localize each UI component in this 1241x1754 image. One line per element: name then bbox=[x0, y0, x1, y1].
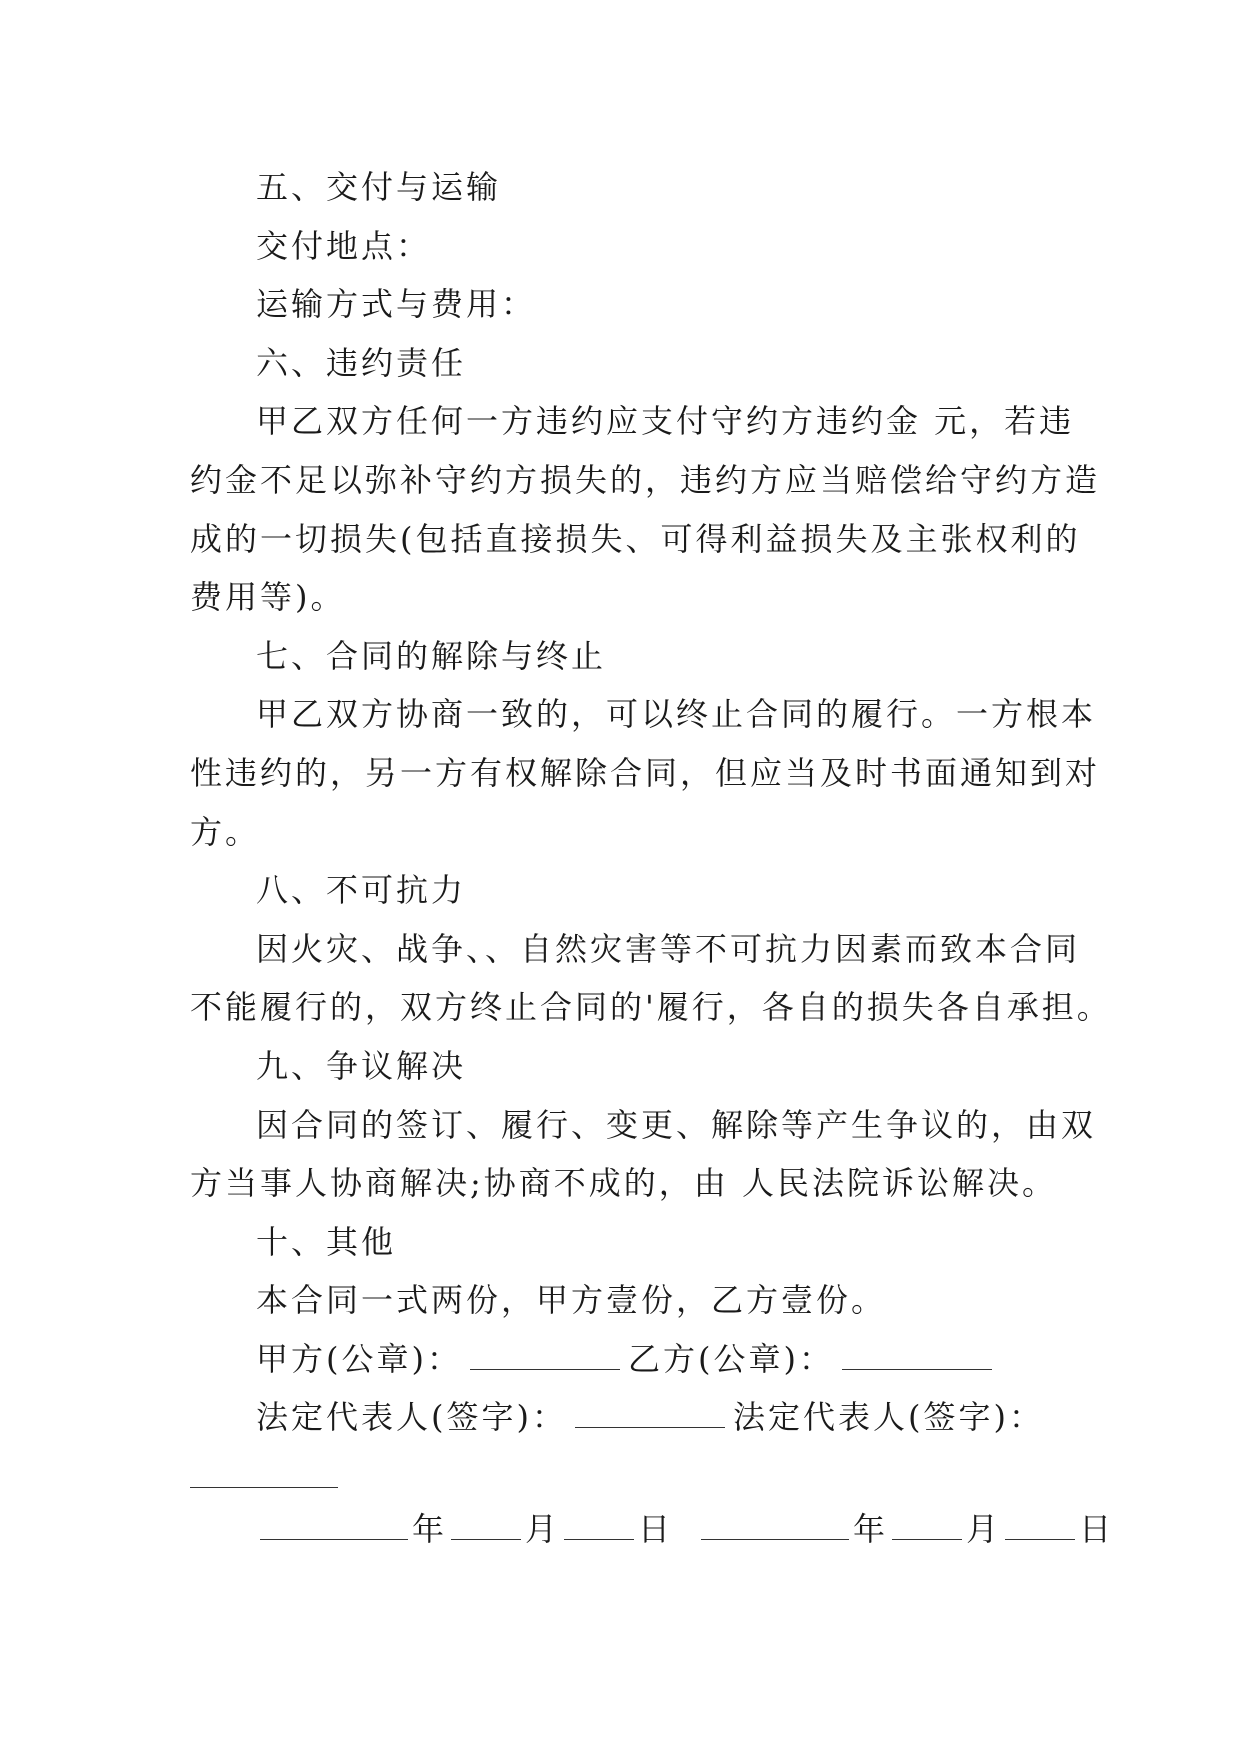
section-heading-breach: 六、违约责任 bbox=[256, 343, 467, 382]
party-a-month-blank bbox=[451, 1521, 521, 1540]
paragraph-line: 性违约的，另一方有权解除合同，但应当及时书面通知到对 bbox=[190, 753, 1101, 792]
transport-method: 运输方式与费用： bbox=[256, 285, 537, 324]
party-a-day-blank bbox=[564, 1521, 634, 1540]
paragraph-line: 约金不足以弥补守约方损失的，违约方应当赔偿给守约方造 bbox=[190, 460, 1101, 499]
paragraph-line: 甲乙双方协商一致的，可以终止合同的履行。一方根本 bbox=[256, 695, 1097, 734]
delivery-location: 交付地点： bbox=[256, 226, 432, 265]
contract-body bbox=[190, 158, 1112, 1447]
paragraph-line: 不能履行的，双方终止合同的'履行，各自的损失各自承担。 bbox=[190, 988, 1112, 1027]
paragraph-line: 费用等)。 bbox=[190, 578, 346, 617]
party-a-seal-label: 甲方(公章)： bbox=[256, 1339, 462, 1378]
party-a-rep-label: 法定代表人(签字)： bbox=[256, 1398, 567, 1437]
party-b-rep-label: 法定代表人(签字)： bbox=[732, 1398, 1044, 1437]
party-b-month-blank bbox=[892, 1521, 962, 1540]
party-b-day-blank bbox=[1005, 1521, 1075, 1540]
party-a-year-blank bbox=[260, 1521, 408, 1540]
party-b-rep-blank bbox=[190, 1487, 338, 1488]
party-a-seal-blank bbox=[470, 1351, 620, 1370]
month-label: 月 bbox=[525, 1510, 561, 1548]
section-heading-termination: 七、合同的解除与终止 bbox=[256, 636, 607, 675]
year-label: 年 bbox=[853, 1510, 889, 1548]
party-b-seal-blank bbox=[842, 1351, 992, 1370]
party-b-seal-label: 乙方(公章)： bbox=[627, 1339, 834, 1378]
section-heading-dispute: 九、争议解决 bbox=[256, 1046, 467, 1085]
paragraph-line: 方。 bbox=[190, 812, 261, 851]
paragraph-line: 成的一切损失(包括直接损失、可得利益损失及主张权利的 bbox=[190, 519, 1081, 558]
party-b-year-blank bbox=[701, 1521, 849, 1540]
party-a-rep-blank bbox=[575, 1409, 725, 1428]
paragraph-line: 方当事人协商解决;协商不成的，由 人民法院诉讼解决。 bbox=[190, 1164, 1057, 1203]
day-label: 日 bbox=[638, 1510, 674, 1548]
section-heading-force-majeure: 八、不可抗力 bbox=[256, 871, 467, 910]
month-label: 月 bbox=[966, 1510, 1002, 1548]
seal-signature-row bbox=[190, 1330, 1070, 1389]
date-row bbox=[256, 1500, 1114, 1559]
paragraph-line: 甲乙双方任何一方违约应支付守约方违约金 元，若违 bbox=[256, 402, 1075, 441]
representative-signature-row bbox=[190, 1388, 1070, 1447]
paragraph-line: 本合同一式两份，甲方壹份，乙方壹份。 bbox=[256, 1281, 887, 1320]
day-label: 日 bbox=[1079, 1510, 1115, 1548]
section-heading-other: 十、其他 bbox=[256, 1222, 397, 1261]
paragraph-line: 因火灾、战争、、自然灾害等不可抗力因素而致本合同 bbox=[256, 929, 1081, 968]
paragraph-line: 因合同的签订、履行、变更、解除等产生争议的，由双 bbox=[256, 1105, 1097, 1144]
year-label: 年 bbox=[412, 1510, 448, 1548]
section-heading-delivery: 五、交付与运输 bbox=[256, 168, 502, 206]
